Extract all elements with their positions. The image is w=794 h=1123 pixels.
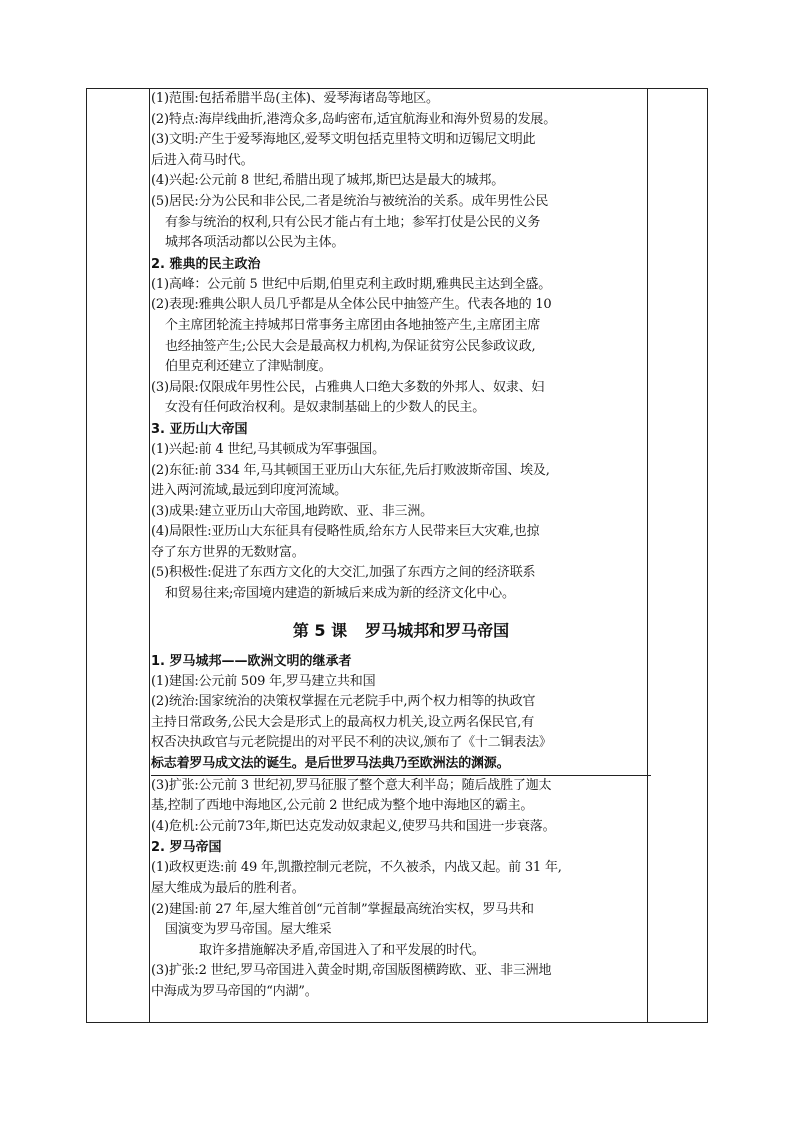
- text-line: 夺了东方世界的无数财富。: [151, 544, 305, 560]
- text-line: 标志着罗马成文法的诞生。是后世罗马法典乃至欧洲法的渊源。: [151, 754, 651, 776]
- text-line: 主持日常政务,公民大会是形式上的最高权力机关,设立两名保民官,有: [151, 714, 534, 730]
- text-line: (1)政权更迭:前 49 年,凯撒控制元老院，不久被杀，内战又起。前 31 年,: [151, 860, 562, 876]
- text-line: (3)扩张:2 世纪,罗马帝国进入黄金时期,帝国版图横跨欧、亚、非三洲地: [151, 963, 552, 979]
- text-line: (1)高峰：公元前 5 世纪中后期,伯里克利主政时期,雅典民主达到全盛。: [151, 276, 552, 292]
- table-column-divider-left: [149, 89, 150, 1022]
- text-line: 伯里克利还建立了津贴制度。: [165, 359, 332, 375]
- text-line: (2)特点:海岸线曲折,港湾众多,岛屿密布,适宜航海业和海外贸易的发展。: [151, 111, 556, 127]
- text-line: 有参与统治的权利,只有公民才能占有土地；参军打仗是公民的义务: [165, 214, 541, 230]
- text-line: (3)成果:建立亚历山大帝国,地跨欧、亚、非三洲。: [151, 503, 433, 519]
- section-greek-city-states: [151, 89, 651, 254]
- table-content-cell: [151, 89, 651, 1003]
- section-athenian-democracy: [151, 254, 651, 419]
- text-line: 取许多措施解决矛盾,帝国进入了和平发展的时代。: [199, 942, 485, 958]
- text-line: 女没有任何政治权利。是奴隶制基础上的少数人的民主。: [165, 400, 486, 416]
- text-line: (2)建国:前 27 年,屋大维首创“元首制”掌握最高统治实权，罗马共和: [151, 901, 534, 917]
- section-roman-city-state: [151, 651, 651, 838]
- section-heading: 3. 亚历山大帝国: [151, 421, 248, 437]
- lesson-number: 第 5 课: [292, 620, 348, 640]
- text-line: (1)建国:公元前 509 年,罗马建立共和国: [151, 673, 376, 689]
- text-line: (1)范围:包括希腊半岛(主体)、爱琴海诸岛等地区。: [151, 91, 439, 106]
- text-line: 中海成为罗马帝国的“内湖”。: [151, 983, 318, 999]
- section-heading: 1. 罗马城邦——欧洲文明的继承者: [151, 653, 352, 669]
- section-roman-empire: [151, 837, 651, 1002]
- text-line: (3)文明:产生于爱琴海地区,爱琴文明包括克里特文明和迈锡尼文明此: [151, 132, 536, 148]
- text-line: (2)东征:前 334 年,马其顿国王亚历山大东征,先后打败波斯帝国、埃及,: [151, 462, 550, 478]
- text-line: (5)积极性:促进了东西方文化的大交汇,加强了东西方之间的经济联系: [151, 565, 536, 581]
- outline-table: [86, 88, 708, 1023]
- text-line: 城邦各项活动都以公民为主体。: [165, 235, 345, 251]
- text-line: 个主席团轮流主持城邦日常事务主席团由各地抽签产生,主席团主席: [165, 317, 541, 333]
- text-line: (2)表现:雅典公职人员几乎都是从全体公民中抽签产生。代表各地的 10: [151, 297, 552, 313]
- lesson-name: 罗马城邦和罗马帝国: [365, 620, 510, 640]
- text-line: (1)兴起:前 4 世纪,马其顿成为军事强国。: [151, 441, 385, 457]
- text-line: (4)兴起:公元前 8 世纪,希腊出现了城邦,斯巴达是最大的城邦。: [151, 173, 504, 189]
- text-line: (4)危机:公元前73年,斯巴达克发动奴隶起义,使罗马共和国进一步衰落。: [151, 818, 556, 834]
- text-line: 国演变为罗马帝国。屋大维采: [165, 922, 332, 938]
- text-line: 屋大维成为最后的胜利者。: [151, 881, 305, 896]
- text-line: 和贸易往来;帝国境内建造的新城后来成为新的经济文化中心。: [165, 586, 515, 602]
- section-heading: 2. 雅典的民主政治: [151, 256, 261, 272]
- text-line: (3)扩张:公元前 3 世纪初,罗马征服了整个意大利半岛；随后战胜了迦太: [151, 777, 552, 793]
- lesson-title: [151, 617, 651, 645]
- text-line: 后进入荷马时代。: [151, 152, 254, 168]
- text-line: 也经抽签产生;公民大会是最高权力机构,为保证贫穷公民参政议政,: [165, 338, 536, 354]
- text-line: (3)局限:仅限成年男性公民，占雅典人口绝大多数的外邦人、奴隶、妇: [151, 379, 545, 395]
- text-line: 进入两河流域,最远到印度河流域。: [151, 483, 347, 499]
- section-alexander-empire: [151, 419, 651, 605]
- text-line: (2)统治:国家统治的决策权掌握在元老院手中,两个权力相等的执政官: [151, 694, 536, 710]
- text-line: 权否决执政官与元老院提出的对平民不利的决议,颁布了《十二铜表法》: [151, 735, 552, 751]
- text-line: 基,控制了西地中海地区,公元前 2 世纪成为整个地中海地区的霸主。: [151, 798, 534, 814]
- text-line: (5)居民:分为公民和非公民,二者是统治与被统治的关系。成年男性公民: [151, 193, 549, 209]
- text-line: (4)局限性:亚历山大东征具有侵略性质,给东方人民带来巨大灾难,也掠: [151, 524, 540, 540]
- section-heading: 2. 罗马帝国: [151, 840, 222, 856]
